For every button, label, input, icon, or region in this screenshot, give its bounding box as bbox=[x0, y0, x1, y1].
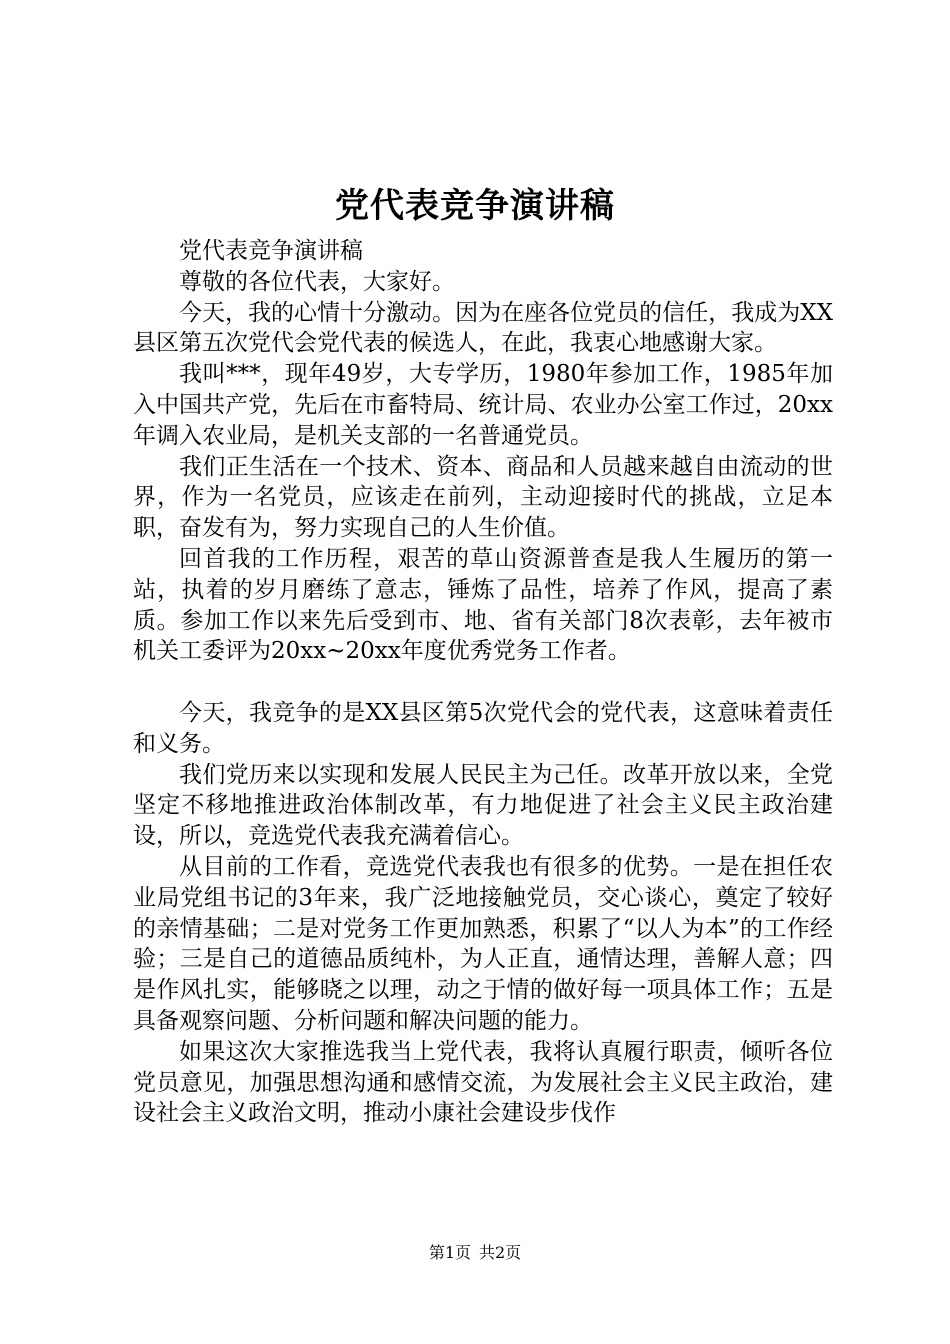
paragraph-strengths: 从目前的工作看，竞选党代表我也有很多的优势。一是在担任农业局党组书记的3年来，我广泛地接触党员，交心谈心，奠定了较好的亲情基础；二是对党务工作更加熟悉，积累了“以人为本”的工作经验；三是自己的道德品质纯朴，为人正直，通情达理，善解人意；四是作风扎实，能够晓之以理，动之于情的做好每一项具体工作；五是具备观察问题、分析问题和解决问题的能力。 bbox=[133, 853, 833, 1034]
paragraph-greeting: 尊敬的各位代表，大家好。 bbox=[179, 268, 455, 295]
paragraph-subtitle: 党代表竞争演讲稿 bbox=[179, 238, 363, 264]
paragraph-intro: 今天，我的心情十分激动。因为在座各位党员的信任，我成为XX县区第五次党代会党代表的候选人，在此，我衷心地感谢大家。 bbox=[133, 299, 833, 357]
page-total: 共2页 bbox=[479, 1243, 522, 1262]
page-number: 第1页 bbox=[428, 1243, 471, 1262]
paragraph-candidacy: 今天，我竞争的是XX县区第5次党代会的党代表，这意味着责任和义务。 bbox=[133, 699, 833, 757]
document-title: 党代表竞争演讲稿 bbox=[335, 186, 615, 226]
document-body bbox=[133, 236, 833, 1129]
paragraph-history: 回首我的工作历程，艰苦的草山资源普查是我人生履历的第一站，执着的岁月磨练了意志，锤炼了品性，培养了作风，提高了素质。参加工作以来先后受到市、地、省有关部门8次表彰，去年被市机关工委评为20xx~20xx年度优秀党务工作者。 bbox=[133, 545, 833, 665]
page-footer bbox=[0, 1242, 950, 1264]
paragraph-background: 我叫***，现年49岁，大专学历，1980年参加工作，1985年加入中国共产党，先后在市畜特局、统计局、农业办公室工作过，20xx年调入农业局，是机关支部的一名普通党员。 bbox=[133, 361, 833, 449]
paragraph-commitment: 如果这次大家推选我当上党代表，我将认真履行职责，倾听各位党员意见，加强思想沟通和感情交流，为发展社会主义民主政治，建设社会主义政治文明，推动小康社会建设步伐作 bbox=[133, 1038, 833, 1127]
paragraph-party: 我们党历来以实现和发展人民民主为己任。改革开放以来，全党坚定不移地推进政治体制改革，有力地促进了社会主义民主政治建设，所以，竞选党代表我充满着信心。 bbox=[133, 761, 833, 850]
paragraph-era: 我们正生活在一个技术、资本、商品和人员越来越自由流动的世界，作为一名党员，应该走在前列，主动迎接时代的挑战，立足本职，奋发有为，努力实现自己的人生价值。 bbox=[133, 453, 833, 542]
